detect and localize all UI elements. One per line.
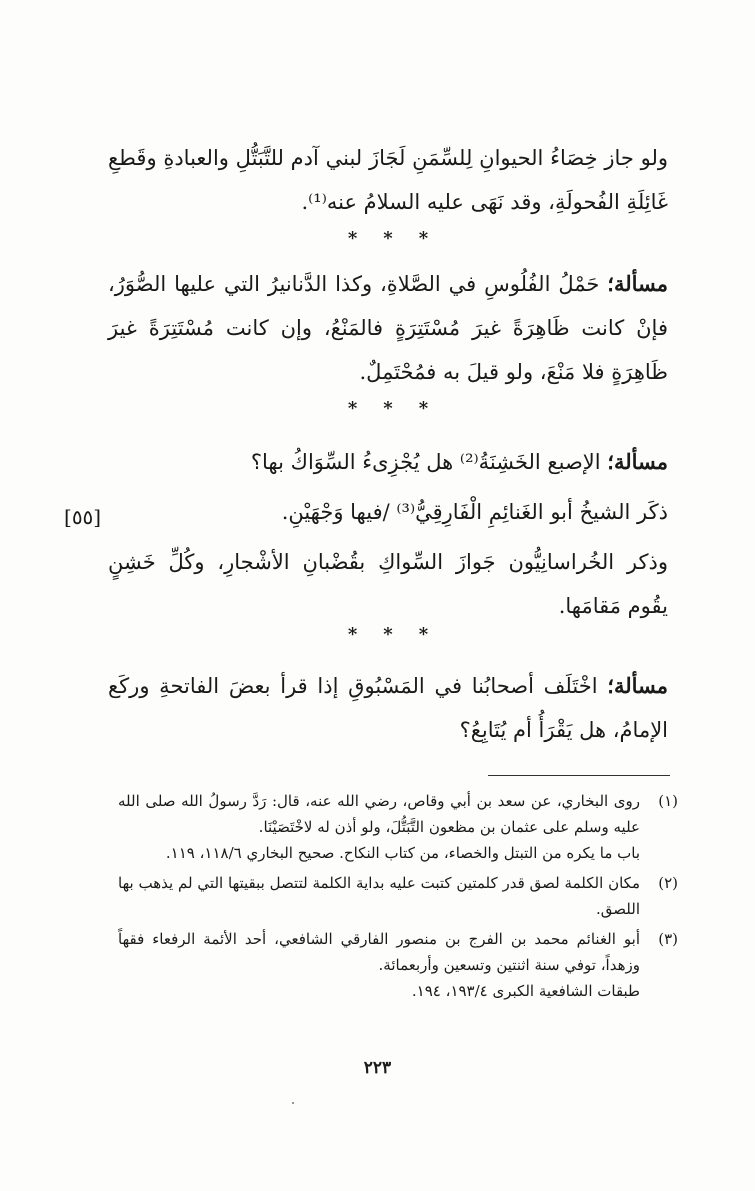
paragraph-text: ذكَر الشيخُ أبو الغَنائِمِ الْفَارِقِيُّ⁽³⁾ /فيها وَجْهَيْنِ. bbox=[281, 500, 668, 524]
footnote-text: مكان الكلمة لصق قدر كلمتين كتبت عليه بداية الكلمة لتتصل ببقيتها التي لم يذهب بها اللصق. bbox=[118, 874, 640, 918]
question-label: مسألة؛ bbox=[607, 271, 668, 296]
page-number: ٢٢٣ bbox=[363, 1058, 392, 1078]
section-separator: *** bbox=[347, 228, 455, 249]
scan-speck bbox=[292, 1102, 294, 1104]
footnote-text: أبو الغنائم محمد بن الفرج بن منصور الفارقي الشافعي، أحد الأئمة الرفعاء فقهاً وزهداً، توفي سنة اثنتين وتسعين وأربعمائة. bbox=[118, 930, 640, 974]
paragraph-text: ولو جاز خِصَاءُ الحيوانِ لِلسِّمَنِ لَجَازَ لبني آدم للتَّبَتُّلِ والعبادةِ وقَطعِ غَائِلَةِ الفُحولَةِ، وقد نَهَى عليه السلامُ عنه⁽¹⁾. bbox=[108, 146, 668, 214]
question-label: مسألة؛ bbox=[607, 449, 668, 474]
question-label: مسألة؛ bbox=[607, 673, 668, 698]
footnote-divider bbox=[488, 775, 670, 776]
section-separator: *** bbox=[347, 624, 455, 645]
footnote-number: (١) bbox=[658, 792, 678, 810]
footnote-text: روى البخاري، عن سعد بن أبي وقاص، رضي الله عنه، قال: رَدَّ رسولُ الله صلى الله عليه وسلم على عثمان بن مظعون التَّبَتُّلَ، ولو أذن له لاخْتَصَيْنَا. bbox=[118, 792, 640, 836]
question-text: حَمْلُ الفُلُوسِ في الصَّلاةِ، وكذا الدَّنانيرُ التي عليها الصُّوَرُ، فإنْ كانت ظَاهِرَةً غيرَ مُسْتَتِرَةٍ فالمَنْعُ، وإن كانت مُسْتَتِرَةً غيرَ ظَاهِرَةٍ فلا مَنْعَ، ولو قيلَ به فمُحْتَمِلٌ. bbox=[108, 272, 668, 384]
question-text: الإصبع الخَشِنَةُ⁽²⁾ هل يُجْزِىءُ السِّوَاكُ بها؟ bbox=[250, 450, 601, 474]
question-coins bbox=[108, 262, 668, 394]
question-text: اخْتَلَف أصحابُنا في المَسْبُوقِ إذا قرأ بعضَ الفاتحةِ وركَع الإمامُ، هل يَقْرَأُ أم يُتَابِعُ؟ bbox=[108, 674, 668, 742]
question-latecomer bbox=[108, 664, 668, 752]
footnote-2 bbox=[118, 870, 678, 922]
footnote-number: (٢) bbox=[658, 874, 678, 892]
footnote-number: (٣) bbox=[658, 930, 678, 948]
footnotes bbox=[118, 788, 678, 1008]
question-finger bbox=[108, 440, 668, 628]
footnote-text: طبقات الشافعية الكبرى ١٩٣/٤، ١٩٤. bbox=[411, 982, 640, 1000]
manuscript-page-marker: [٥٥] bbox=[64, 505, 102, 529]
paragraph-castration bbox=[108, 136, 668, 224]
footnote-1 bbox=[118, 788, 678, 866]
section-separator: *** bbox=[347, 398, 455, 419]
footnote-3 bbox=[118, 926, 678, 1004]
paragraph-text: وذكر الخُراسانِيُّون جَوازَ السِّواكِ بقُضْبانِ الأشْجارِ، وكُلِّ خَشِنٍ يقُوم مَقامَها. bbox=[108, 550, 668, 618]
footnote-text: باب ما يكره من التبتل والخصاء، من كتاب النكاح. صحيح البخاري ١١٨/٦، ١١٩. bbox=[165, 844, 640, 862]
